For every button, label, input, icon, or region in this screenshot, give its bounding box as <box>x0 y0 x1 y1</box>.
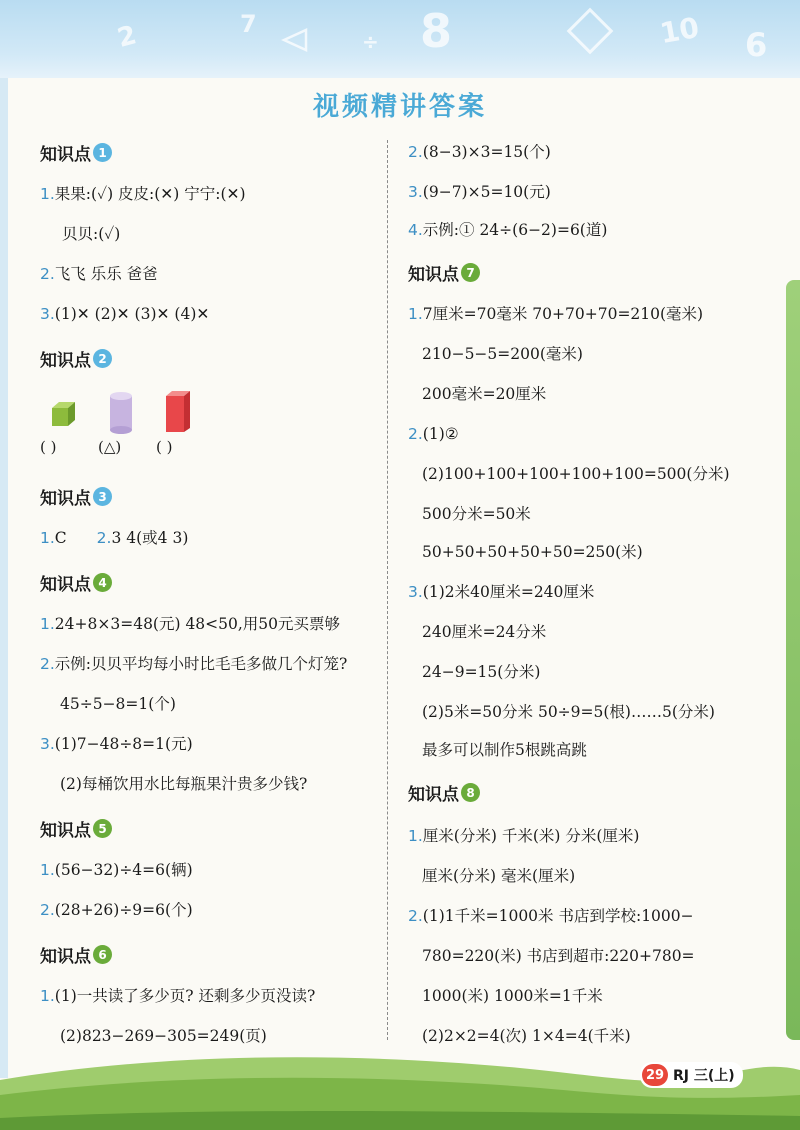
cube-icon <box>50 400 76 428</box>
page-title: 视频精讲答案 <box>312 92 487 122</box>
section-label: 知识点 <box>408 785 459 805</box>
answer-line: 1.(1)一共读了多少页? 还剩多少页没读? <box>40 987 316 1005</box>
answer-line: (2)100+100+100+100+100=500(分米) <box>422 465 730 483</box>
answer-line: (2)每桶饮用水比每瓶果汁贵多少钱? <box>60 775 308 793</box>
answer-line: (2)2×2=4(次) 1×4=4(千米) <box>422 1027 631 1045</box>
answer-line: 2.(1)② <box>408 425 459 443</box>
shapes-row <box>40 386 240 458</box>
answer-line: 厘米(分米) 毫米(厘米) <box>422 867 576 885</box>
answer-line: 3.(1)✕ (2)✕ (3)✕ (4)✕ <box>40 305 210 323</box>
page-number-badge <box>640 1062 743 1088</box>
cuboid-icon <box>164 390 194 434</box>
banner-deco-2: 2 <box>114 20 140 54</box>
banner-deco-divide: ÷ <box>362 30 379 54</box>
banner-deco-7: 7 <box>240 10 257 38</box>
section-badge-3: 3 <box>93 487 112 506</box>
answer-line: 1.果果:(✓) 皮皮:(✕) 宁宁:(✕) <box>40 185 246 203</box>
answer-line: 2.示例:贝贝平均每小时比毛毛多做几个灯笼? <box>40 655 348 673</box>
banner-deco-8: 8 <box>420 4 453 58</box>
answer-line: 1.(56−32)÷4=6(辆) <box>40 861 193 879</box>
answer-line: 50+50+50+50+50=250(米) <box>422 543 643 561</box>
answer-line: 3.(9−7)×5=10(元) <box>408 183 551 201</box>
answer-line: 1.24+8×3=48(元) 48<50,用50元买票够 <box>40 615 341 633</box>
section-badge-1: 1 <box>93 143 112 162</box>
section-heading-2 <box>40 346 112 371</box>
left-edge-strip <box>0 78 8 1078</box>
banner-deco-10: 10 <box>657 10 702 51</box>
right-edge-strip <box>786 280 800 1040</box>
section-heading-6 <box>40 942 112 967</box>
section-heading-4 <box>40 570 112 595</box>
section-badge-5: 5 <box>93 819 112 838</box>
banner-deco-6: 6 <box>745 26 768 64</box>
answer-line: 2.(1)1千米=1000米 书店到学校:1000− <box>408 907 694 925</box>
cylinder-icon <box>108 390 134 436</box>
answer-line: 2.(28+26)÷9=6(个) <box>40 901 193 919</box>
section-heading-7 <box>408 260 480 285</box>
answer-line: 1.厘米(分米) 千米(米) 分米(厘米) <box>408 827 640 845</box>
banner-triangle-icon <box>280 26 310 54</box>
shape-answer-1: ( ) <box>40 438 57 456</box>
section-badge-7: 7 <box>461 263 480 282</box>
section-label: 知识点 <box>40 821 91 841</box>
answer-line: 2.(8−3)×3=15(个) <box>408 143 551 161</box>
answer-line: 240厘米=24分米 <box>422 623 547 641</box>
section-label: 知识点 <box>408 265 459 285</box>
section-label: 知识点 <box>40 947 91 967</box>
section-heading-5 <box>40 816 112 841</box>
top-banner <box>0 0 800 78</box>
answer-line: 1.C 2.3 4(或4 3) <box>40 529 189 547</box>
section-label: 知识点 <box>40 489 91 509</box>
section-label: 知识点 <box>40 351 91 371</box>
section-heading-8 <box>408 780 480 805</box>
banner-diamond-icon <box>565 6 615 56</box>
answer-line: 24−9=15(分米) <box>422 663 541 681</box>
section-badge-2: 2 <box>93 349 112 368</box>
answer-line: 4.示例:① 24÷(6−2)=6(道) <box>408 221 608 239</box>
answer-line: 贝贝:(✓) <box>62 225 121 243</box>
answer-line: 1.7厘米=70毫米 70+70+70=210(毫米) <box>408 305 704 323</box>
shape-answer-3: ( ) <box>156 438 173 456</box>
section-label: 知识点 <box>40 575 91 595</box>
answer-line: 最多可以制作5根跳高跳 <box>422 741 587 759</box>
answer-line: 1000(米) 1000米=1千米 <box>422 987 603 1005</box>
page-number: 29 <box>642 1064 668 1086</box>
answer-line: 3.(1)2米40厘米=240厘米 <box>408 583 595 601</box>
answer-line: 200毫米=20厘米 <box>422 385 547 403</box>
section-heading-3 <box>40 484 112 509</box>
edition-label: RJ 三(上) <box>673 1068 735 1084</box>
answer-line: 3.(1)7−48÷8=1(元) <box>40 735 193 753</box>
section-badge-6: 6 <box>93 945 112 964</box>
section-heading-1 <box>40 140 112 165</box>
section-badge-8: 8 <box>461 783 480 802</box>
column-divider <box>387 140 388 1040</box>
section-label: 知识点 <box>40 145 91 165</box>
answer-line: 45÷5−8=1(个) <box>60 695 176 713</box>
answer-line: 2.飞飞 乐乐 爸爸 <box>40 265 158 283</box>
section-badge-4: 4 <box>93 573 112 592</box>
answer-line: 780=220(米) 书店到超市:220+780= <box>422 947 695 965</box>
answer-line: (2)823−269−305=249(页) <box>60 1027 267 1045</box>
answer-line: 500分米=50米 <box>422 505 531 523</box>
shape-answer-2: (△) <box>98 438 122 456</box>
answer-line: (2)5米=50分米 50÷9=5(根)……5(分米) <box>422 703 715 721</box>
answer-line: 210−5−5=200(毫米) <box>422 345 583 363</box>
